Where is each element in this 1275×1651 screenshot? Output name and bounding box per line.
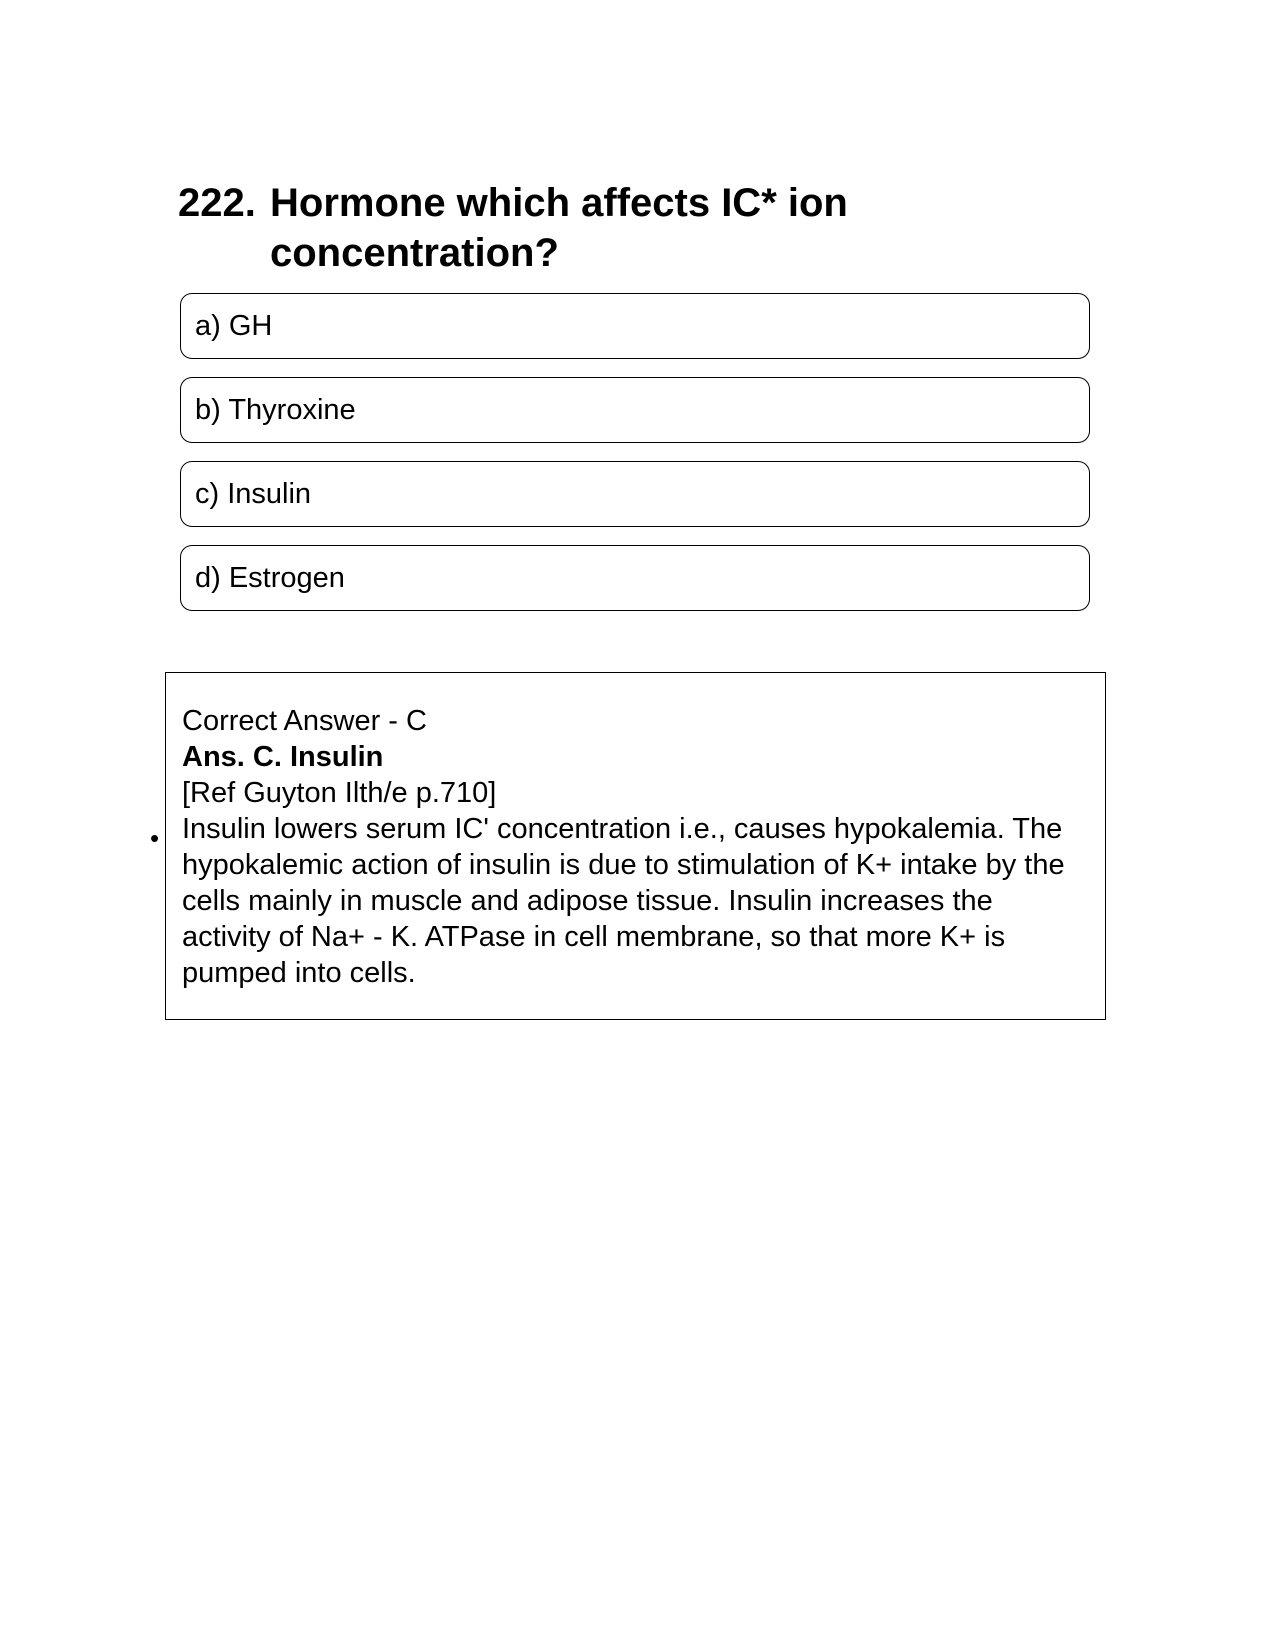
question-number: 222. xyxy=(178,181,256,225)
reference-line: [Ref Guyton Ilth/e p.710] xyxy=(182,777,497,809)
answer-content xyxy=(182,703,1087,991)
option-c-label: c) Insulin xyxy=(195,478,312,510)
question-heading xyxy=(178,178,938,278)
option-b[interactable] xyxy=(180,377,1090,443)
correct-answer-line: Correct Answer - C xyxy=(182,705,427,737)
explanation-text: Insulin lowers serum IC' concentration i.e., causes hypokalemia. The hypokalemic action of insulin is due to stimulation of K+ intake by the cells mainly in muscle and adipose tissue. Insulin increases the activity of Na+ - K. ATPase in cell membrane, so that more K+ is pumped into cells. xyxy=(182,813,1065,989)
option-a-label: a) GH xyxy=(195,310,273,342)
option-a[interactable] xyxy=(180,293,1090,359)
option-d-label: d) Estrogen xyxy=(195,562,345,594)
option-b-label: b) Thyroxine xyxy=(195,394,356,426)
answer-box xyxy=(165,672,1106,1020)
option-c[interactable] xyxy=(180,461,1090,527)
question-text: Hormone which affects IC* ion concentration? xyxy=(270,181,848,275)
bullet-marker: • xyxy=(150,823,160,853)
answer-title: Ans. C. Insulin xyxy=(182,741,384,773)
option-d[interactable] xyxy=(180,545,1090,611)
